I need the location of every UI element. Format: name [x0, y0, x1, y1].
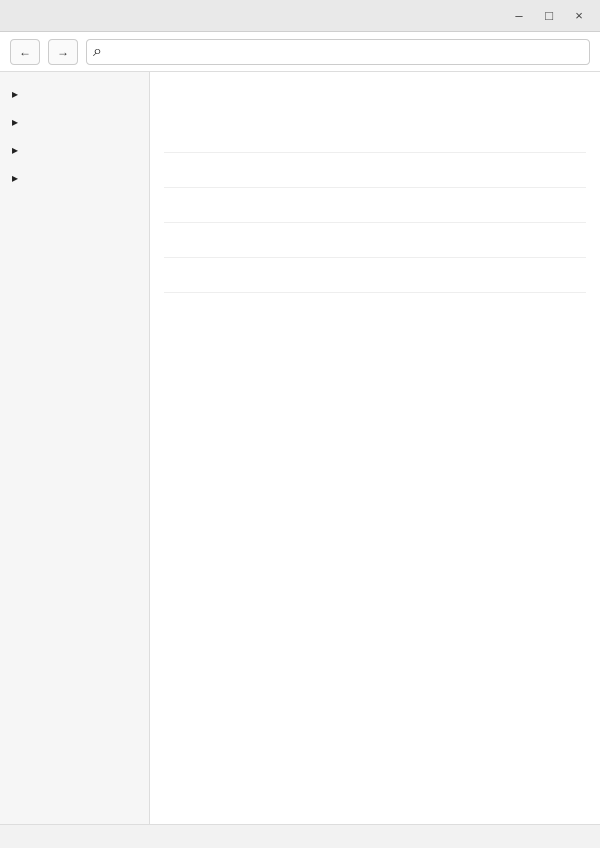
- maximize-button[interactable]: □: [545, 8, 553, 23]
- close-button[interactable]: ×: [575, 8, 583, 23]
- list-item[interactable]: [164, 223, 586, 258]
- folder-icon: ▸: [12, 115, 19, 129]
- page-title: [164, 86, 586, 106]
- list-item[interactable]: [164, 258, 586, 293]
- title-bar: [0, 0, 600, 32]
- list-item[interactable]: [164, 118, 586, 153]
- minimize-button[interactable]: –: [515, 8, 523, 23]
- list-item[interactable]: [164, 188, 586, 223]
- main-panel: [150, 72, 600, 824]
- sidebar-item[interactable]: [0, 80, 149, 108]
- sidebar-item[interactable]: [0, 136, 149, 164]
- sidebar-item[interactable]: [0, 108, 149, 136]
- folder-icon: ▸: [12, 87, 19, 101]
- content-area: [0, 72, 600, 824]
- toolbar: [0, 32, 600, 72]
- list-item[interactable]: [164, 153, 586, 188]
- sidebar: [0, 72, 150, 824]
- search-icon: ⌕: [93, 42, 102, 60]
- back-button[interactable]: ←: [10, 39, 40, 65]
- folder-icon: ▸: [12, 171, 19, 185]
- folder-icon: ▸: [12, 143, 19, 157]
- status-bar: [0, 824, 600, 848]
- forward-button[interactable]: →: [48, 39, 78, 65]
- sidebar-item[interactable]: [0, 164, 149, 192]
- search-box[interactable]: [86, 39, 590, 65]
- search-input[interactable]: [108, 44, 583, 60]
